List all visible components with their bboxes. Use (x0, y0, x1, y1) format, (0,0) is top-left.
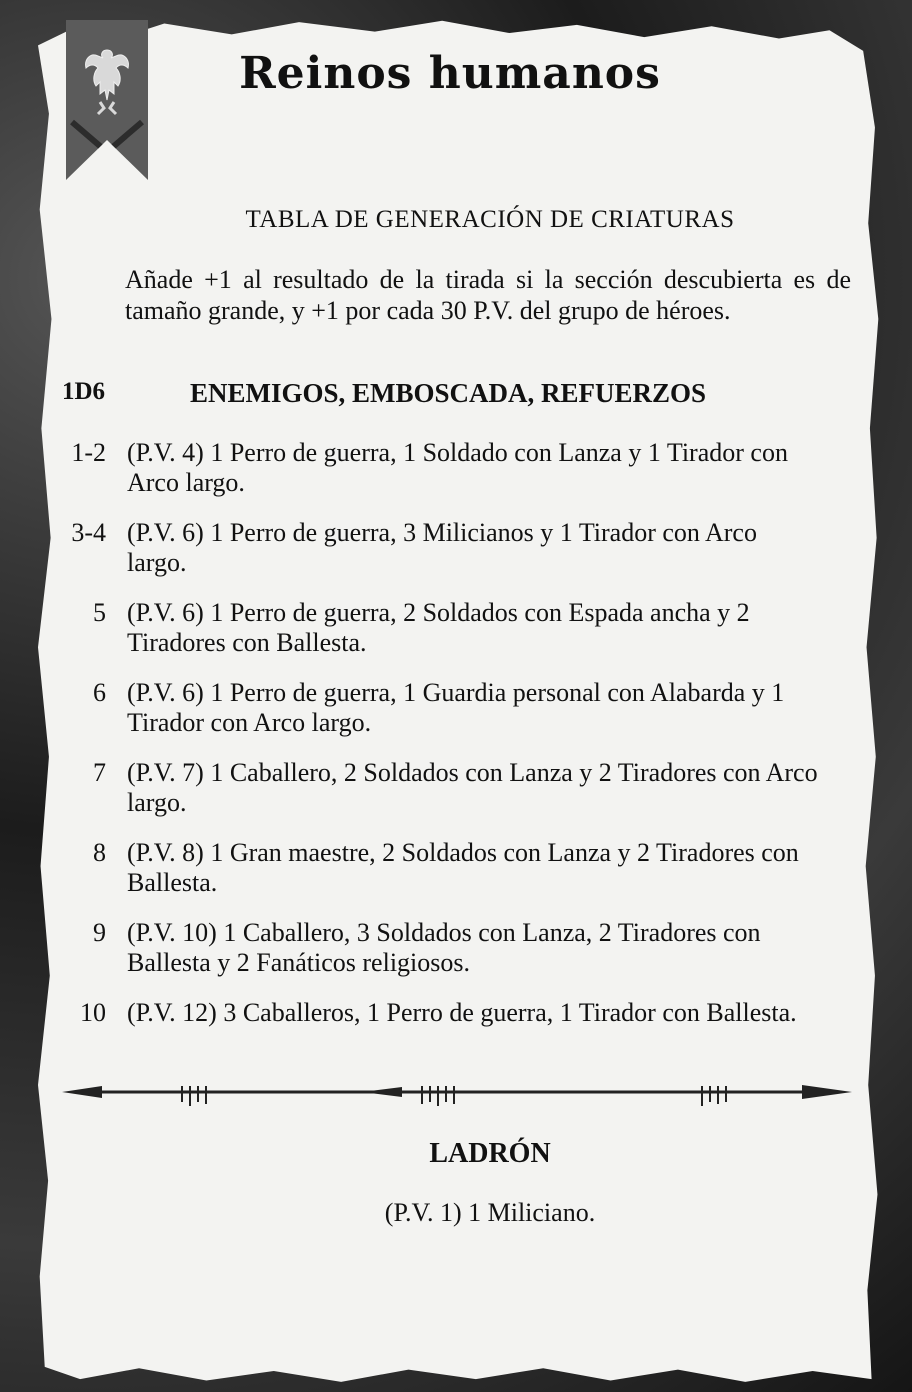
row-text: (P.V. 4) 1 Perro de guerra, 1 Soldado con Lanza y 1 Tirador con Arco largo. (127, 438, 788, 497)
intro-paragraph: Añade +1 al resultado de la tirada si la sección descubierta es de tamaño grande, y +1 por cada 30 P.V. del grupo de héroes. (125, 265, 851, 325)
row-text: (P.V. 6) 1 Perro de guerra, 2 Soldados con Espada ancha y 2 Tiradores con Ballesta. (127, 598, 750, 657)
table-rows (62, 438, 822, 1048)
row-text: (P.V. 6) 1 Perro de guerra, 1 Guardia personal con Alabarda y 1 Tirador con Arco largo. (127, 678, 785, 737)
table-row (62, 918, 822, 978)
row-text: (P.V. 10) 1 Caballero, 3 Soldados con Lanza, 2 Tiradores con Ballesta y 2 Fanáticos religiosos. (127, 918, 761, 977)
row-roll: 5 (93, 598, 106, 627)
row-text: (P.V. 12) 3 Caballeros, 1 Perro de guerra, 1 Tirador con Ballesta. (127, 998, 797, 1027)
row-roll: 1-2 (71, 438, 106, 467)
dice-header: 1D6 (62, 378, 106, 405)
row-roll: 9 (93, 918, 106, 947)
table-row (62, 758, 822, 818)
spear-divider-icon (62, 1072, 852, 1116)
row-text: (P.V. 6) 1 Perro de guerra, 3 Milicianos y 1 Tirador con Arco largo. (127, 518, 757, 577)
page-title: Reinos humanos (239, 48, 661, 99)
row-roll: 7 (93, 758, 106, 787)
columns-header: ENEMIGOS, EMBOSCADA, REFUERZOS (190, 378, 707, 408)
table-subtitle: TABLA DE GENERACIÓN DE CRIATURAS (245, 206, 735, 233)
table-header (62, 378, 822, 418)
row-text: (P.V. 8) 1 Gran maestre, 2 Soldados con Lanza y 2 Tiradores con Ballesta. (127, 838, 799, 897)
ladron-title: LADRÓN (429, 1138, 551, 1169)
table-row (62, 598, 822, 658)
row-text: (P.V. 7) 1 Caballero, 2 Soldados con Lanza y 2 Tiradores con Arco largo. (127, 758, 818, 817)
table-row (62, 518, 822, 578)
row-roll: 3-4 (71, 518, 106, 547)
table-row (62, 998, 822, 1028)
table-row (62, 678, 822, 738)
row-roll: 8 (93, 838, 106, 867)
row-roll: 6 (93, 678, 106, 707)
table-row (62, 438, 822, 498)
eagle-icon (78, 42, 136, 122)
table-row (62, 838, 822, 898)
ladron-text: (P.V. 1) 1 Miliciano. (384, 1198, 596, 1227)
row-roll: 10 (80, 998, 106, 1027)
